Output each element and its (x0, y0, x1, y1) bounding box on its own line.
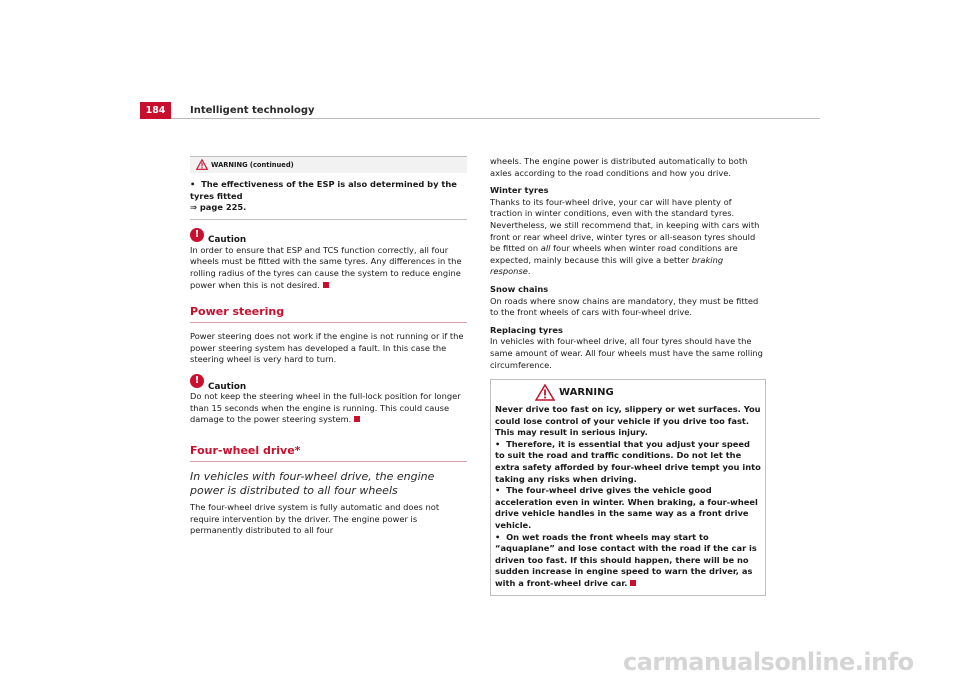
power-steering-heading: Power steering (190, 305, 467, 323)
caution-label-2: Caution (208, 381, 247, 392)
warning-item (495, 532, 761, 590)
winter-tyres-text-2: four wheels when winter road conditions are expected, mainly because this will give a better (490, 243, 738, 265)
caution-heading (190, 228, 467, 246)
caution-label: Caution (208, 235, 247, 246)
warning-item (495, 439, 761, 485)
bullet-icon: • (495, 438, 501, 449)
end-of-section-icon (323, 282, 329, 288)
winter-tyres-text (490, 197, 766, 278)
warning-box (490, 379, 766, 596)
winter-tyres-emphasis-braking: braking response (490, 254, 724, 277)
caution-exclamation-icon: ! (190, 374, 204, 388)
left-column (190, 156, 467, 537)
four-wheel-drive-subtitle: In vehicles with four-wheel drive, the engine power is distributed to all four wheels (190, 469, 435, 497)
watermark: carmanualsonline.info (623, 648, 914, 676)
warning-continued-header (190, 156, 467, 173)
four-wheel-drive-heading: Four-wheel drive* (190, 444, 467, 462)
four-wheel-drive-text: The four-wheel drive system is fully automatic and does not require intervention by the driver. The engine power is permanently distributed to all four (190, 501, 440, 536)
snow-chains-text: On roads where snow chains are mandatory, they must be fitted to the front wheels of cars with four-wheel drive. (490, 295, 759, 318)
bullet-icon: • (495, 531, 501, 542)
right-column (490, 156, 766, 596)
warning-continued-title: WARNING (continued) (211, 161, 294, 169)
warning-item-text: On wet roads the front wheels may start to “aquaplane” and lose contact with the road if the car is driven too fast. If this should happen, there will be no sudden increase in engine speed to warn the driver, as with a front-wheel drive car. (495, 531, 757, 588)
header-rule (140, 118, 820, 119)
caution-text-content: In order to ensure that ESP and TCS function correctly, all four wheels must be fitted with the same tyres. Any differences in the rolling radius of the tyres can cause the system to reduce engine power when this is not desired. (190, 244, 462, 290)
warning-item (495, 485, 761, 531)
warning-intro: Never drive too fast on icy, slippery or wet surfaces. You could lose control of your vehicle if you drive too fast. This may result in serious injury. (495, 404, 761, 438)
warning-continued-body (190, 173, 467, 220)
caution-heading-2 (190, 374, 467, 392)
warning-triangle-icon (196, 159, 208, 170)
page-reference-link[interactable]: ⇒ page 225. (190, 202, 247, 213)
winter-tyres-emphasis-all: all (540, 243, 551, 254)
replacing-tyres-heading: Replacing tyres (490, 324, 563, 335)
winter-tyres-text-3: . (527, 266, 531, 277)
snow-chains-heading: Snow chains (490, 283, 549, 294)
warning-title: WARNING (559, 387, 614, 399)
continuation-text: wheels. The engine power is distributed automatically to both axles according to the road conditions and how you drive. (490, 156, 748, 178)
warning-triangle-icon (535, 384, 555, 401)
warning-continued-text: The effectiveness of the ESP is also determined by the tyres fitted (190, 179, 457, 201)
bullet-icon: • (190, 179, 196, 189)
winter-tyres-text-1: Thanks to its four-wheel drive, your car will have plenty of traction in winter conditions, even with the standard tyres. Nevertheless, we still recommend that, in keeping with cars with front or rear wheel drive, winter tyres or all-season tyres should be fitted on (490, 196, 760, 254)
end-of-section-icon (354, 416, 360, 422)
warning-item-text: The four-wheel drive gives the vehicle good acceleration even in winter. When braking, a four-wheel drive vehicle handles in the same way as a front drive vehicle. (495, 485, 758, 531)
warning-box-header (495, 384, 761, 404)
winter-tyres-heading: Winter tyres (490, 185, 549, 196)
caution-text-2 (190, 391, 467, 426)
end-of-section-icon (630, 580, 636, 586)
caution-text-2-content: Do not keep the steering wheel in the full-lock position for longer than 15 seconds when the engine is running. This could cause damage to the power steering system. (190, 391, 461, 425)
caution-exclamation-icon: ! (190, 228, 204, 242)
caution-text (190, 245, 467, 291)
replacing-tyres-text: In vehicles with four-wheel drive, all four tyres should have the same amount of wear. All four wheels must have the same rolling circumference. (490, 336, 763, 370)
bullet-icon: • (495, 485, 501, 496)
warning-item-text: Therefore, it is essential that you adjust your speed to suit the road and traffic conditions. Do not let the extra safety afforded by four-wheel drive tempt you into taking any risks when driving. (495, 438, 761, 484)
running-head: Intelligent technology (190, 105, 315, 116)
page-number: 184 (140, 102, 171, 119)
power-steering-text: Power steering does not work if the engine is not running or if the power steering system has developed a fault. In this case the steering wheel is very hard to turn. (190, 331, 464, 365)
